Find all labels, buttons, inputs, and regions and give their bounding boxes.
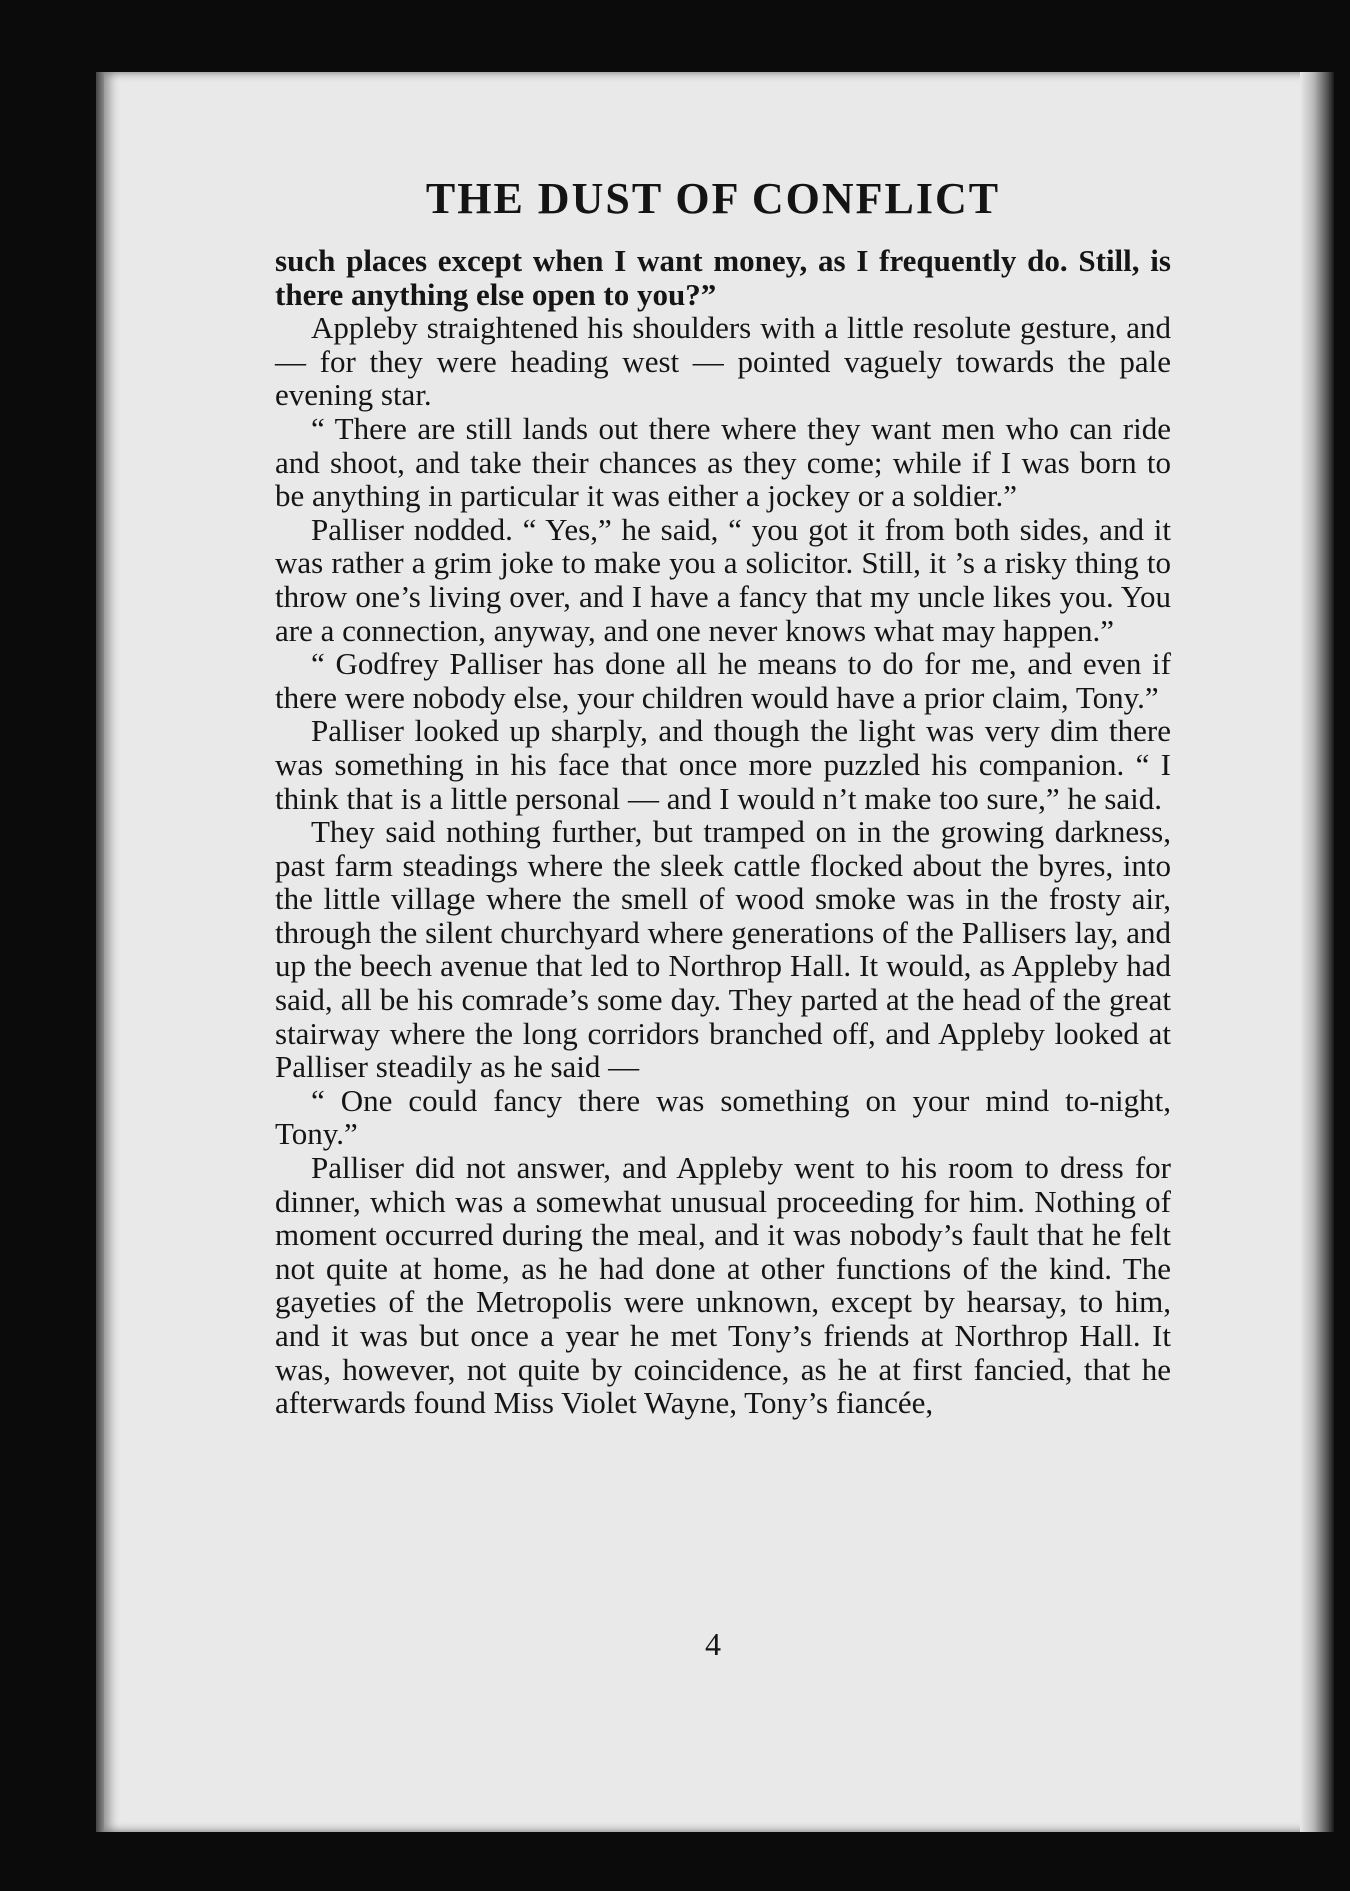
paragraph: Palliser looked up sharply, and though the light was very dim there was something in his face that once more puzzled his companion. “ I think that is a little personal — and I would n’t make too sure,” he said. — [275, 713, 1171, 816]
page-number: 4 — [705, 1626, 721, 1662]
running-head: THE DUST OF CONFLICT — [425, 174, 1001, 223]
paragraph: “ Godfrey Palliser has done all he means to do for me, and even if there were nobody else, your children would have a prior claim, Tony.” — [275, 646, 1171, 715]
paragraph: Appleby straightened his shoulders with a little resolute gesture, and — for they were heading west — pointed vaguely towards the pale evening star. — [275, 310, 1171, 413]
book-binding-right — [1300, 72, 1334, 1832]
paragraph: Palliser did not answer, and Appleby went to his room to dress for dinner, which was a somewhat unusual proceeding for him. Nothing of moment occurred during the meal, and it was nobody’s fault that he felt not quite at home, as he had done at other functions of the kind. The gayeties of the Metropolis were unknown, except by hearsay, to him, and it was but once a year he met Tony’s friends at Northrop Hall. It was, however, not quite by coincidence, as he at first fancied, that he afterwards found Miss Violet Wayne, Tony’s fiancée, — [275, 1150, 1171, 1421]
body-text — [275, 244, 1171, 1420]
paragraph: “ One could fancy there was something on your mind to-night, Tony.” — [275, 1082, 1171, 1152]
paragraph: They said nothing further, but tramped on in the growing darkness, past farm steadings where the sleek cattle flocked about the byres, into the little village where the smell of wood smoke was in the frosty air, through the silent churchyard where generations of the Pallisers lay, and up the beech avenue that led to Northrop Hall. It would, as Appleby had said, all be his comrade’s some day. They parted at the head of the great stairway where the long corridors branched off, and Appleby looked at Palliser steadily as he said — — [275, 814, 1171, 1085]
paragraph: Palliser nodded. “ Yes,” he said, “ you got it from both sides, and it was rather a grim joke to make you a solicitor. Still, it ’s a risky thing to throw one’s living over, and I have a fancy that my uncle likes you. You are a connection, anyway, and one never knows what may happen.” — [275, 511, 1171, 648]
paragraph: such places except when I want money, as I frequently do. Still, is there anything else open to you?” — [275, 243, 1171, 312]
paragraph: “ There are still lands out there where they want men who can ride and shoot, and take their chances as they come; while if I was born to be anything in particular it was either a jockey or a soldier.” — [275, 410, 1171, 514]
